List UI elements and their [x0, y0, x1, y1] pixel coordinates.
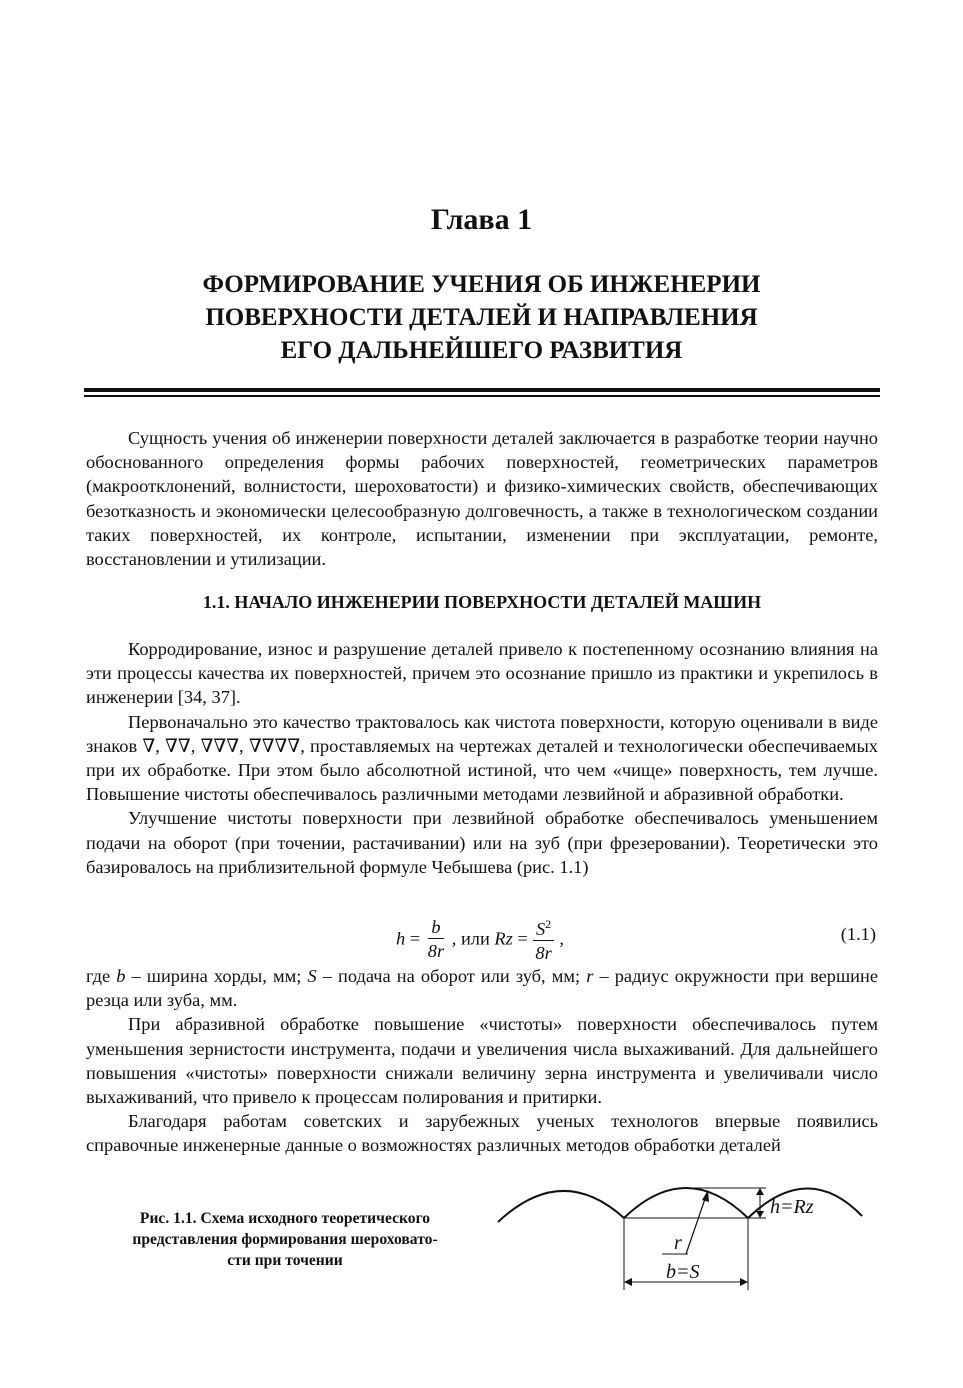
formula-exponent: 2: [545, 917, 552, 931]
chapter-title: [0, 268, 963, 367]
paragraph-4: [86, 964, 878, 1012]
def-s: – подача на оборот или зуб, мм;: [316, 966, 587, 986]
chapter-title-line: ФОРМИРОВАНИЕ УЧЕНИЯ ОБ ИНЖЕНЕРИИ: [202, 271, 761, 298]
formula-den-8r: 8r: [427, 940, 445, 961]
radius-line: [686, 1196, 706, 1254]
formula-1-1: [86, 906, 878, 966]
where-word: где: [86, 966, 117, 986]
caption-line: Рис. 1.1. Схема исходного теоретического: [139, 1210, 431, 1227]
formula-fraction-1: [425, 917, 447, 962]
paragraph-3: Улучшение чистоты поверхности при лезвийной обработке обеспечивалось уменьшением подачи на оборот (при точении, растачивании) или на зуб (при фрезеровании). Теоретически это базировалось на приблизительной формуле Чебышева (рис. 1.1): [86, 808, 878, 877]
formula-fraction-2: [532, 914, 554, 964]
h-arrow-top: [756, 1188, 764, 1195]
formula-expression: [396, 914, 564, 964]
intro-paragraph: Сущность учения об инженерии поверхности деталей заключается в разработке теории научно обоснованного определения формы рабочих поверхностей, геометрических параметров (макроотклонений, волнистости, шероховатости) и физико-химических свойств, обеспечивающих безотказность и экономически целесообразную долговечность, а также в технологическом создании таких поверхностей, их контроле, испытании, изменении при эксплуатации, ремонте, восстановлении и утилизации.: [86, 428, 878, 570]
formula-den-8r-2: 8r: [535, 943, 552, 964]
chapter-title-line: ЕГО ДАЛЬНЕЙШЕГО РАЗВИТИЯ: [280, 337, 683, 364]
formula-rz: Rz: [494, 928, 513, 949]
title-rule-thick: [84, 388, 880, 392]
figure-caption: [90, 1208, 480, 1271]
caption-line: представления формирования шероховато-: [132, 1231, 438, 1248]
paragraph-1: Корродирование, износ и разрушение деталей привело к постепенному осознанию влияния на эти процессы качества их поверхностей, причем это осознание пришло из практики и укрепилось в инженерии [34, 37].: [86, 639, 878, 708]
arc-middle: [624, 1188, 748, 1218]
formula-eq-2: =: [512, 928, 533, 949]
formula-num-s: S: [535, 919, 546, 940]
paragraph-5: При абразивной обработке повышение «чистоты» поверхности обеспечивалось путем уменьшения зернистости инструмента, подачи и увеличения числа выхаживаний. Для дальнейшего повышения «чистоты» поверхности снижали величину зерна инструмента и увеличивали число выхаживаний, что привело к процессам полирования и притирки.: [86, 1014, 878, 1108]
roughness-figure: [490, 1178, 870, 1298]
paragraph-2: Первоначально это качество трактовалось как чистота поверхности, которую оценивали в виде знаков ∇, ∇∇, ∇∇∇, ∇∇∇∇, проставляемых на чертежах деталей и технологически обеспечиваемых при их обработке. При этом было абсолютной истиной, что чем «чище» поверхность, тем лучше. Повышение чистоты обеспечивалось различными методами лезвийной и абразивной обработки.: [86, 711, 878, 805]
var-b: b: [116, 966, 126, 986]
formula-h: h: [396, 928, 406, 949]
title-rule-thin: [84, 395, 880, 397]
def-b: – ширина хорды, мм;: [125, 966, 308, 986]
section-heading: 1.1. НАЧАЛО ИНЖЕНЕРИИ ПОВЕРХНОСТИ ДЕТАЛЕЙ МАШИН: [202, 592, 762, 612]
formula-num-b: b: [431, 916, 441, 937]
intro-block: [86, 426, 878, 571]
chapter-title-line: ПОВЕРХНОСТИ ДЕТАЛЕЙ И НАПРАВЛЕНИЯ: [205, 304, 758, 331]
formula-separator: , или: [451, 928, 495, 949]
var-s: S: [307, 966, 317, 986]
formula-eq: =: [405, 928, 425, 949]
var-r: r: [586, 966, 594, 986]
paragraph-6: Благодаря работам советских и зарубежных ученых технологов впервые появились справочные инженерные данные о возможностях различных методов обработки деталей: [86, 1111, 878, 1156]
arc-left: [498, 1191, 624, 1222]
label-h-rz: h=Rz: [770, 1196, 814, 1218]
b-arrow-right: [740, 1278, 748, 1286]
b-arrow-left: [624, 1278, 632, 1286]
equation-number: (1.1): [840, 924, 876, 944]
body-block-2: [86, 964, 878, 1158]
chapter-label: Глава 1: [430, 203, 533, 236]
body-block-1: [86, 637, 878, 879]
label-r: r: [674, 1232, 682, 1254]
label-b-s: b=S: [666, 1261, 700, 1283]
h-arrow-bottom: [756, 1211, 764, 1218]
caption-line: сти при точении: [227, 1252, 343, 1269]
formula-tail: ,: [559, 928, 564, 949]
def-r: – радиус окружности при вершине резца или зуба, мм.: [86, 966, 878, 1011]
